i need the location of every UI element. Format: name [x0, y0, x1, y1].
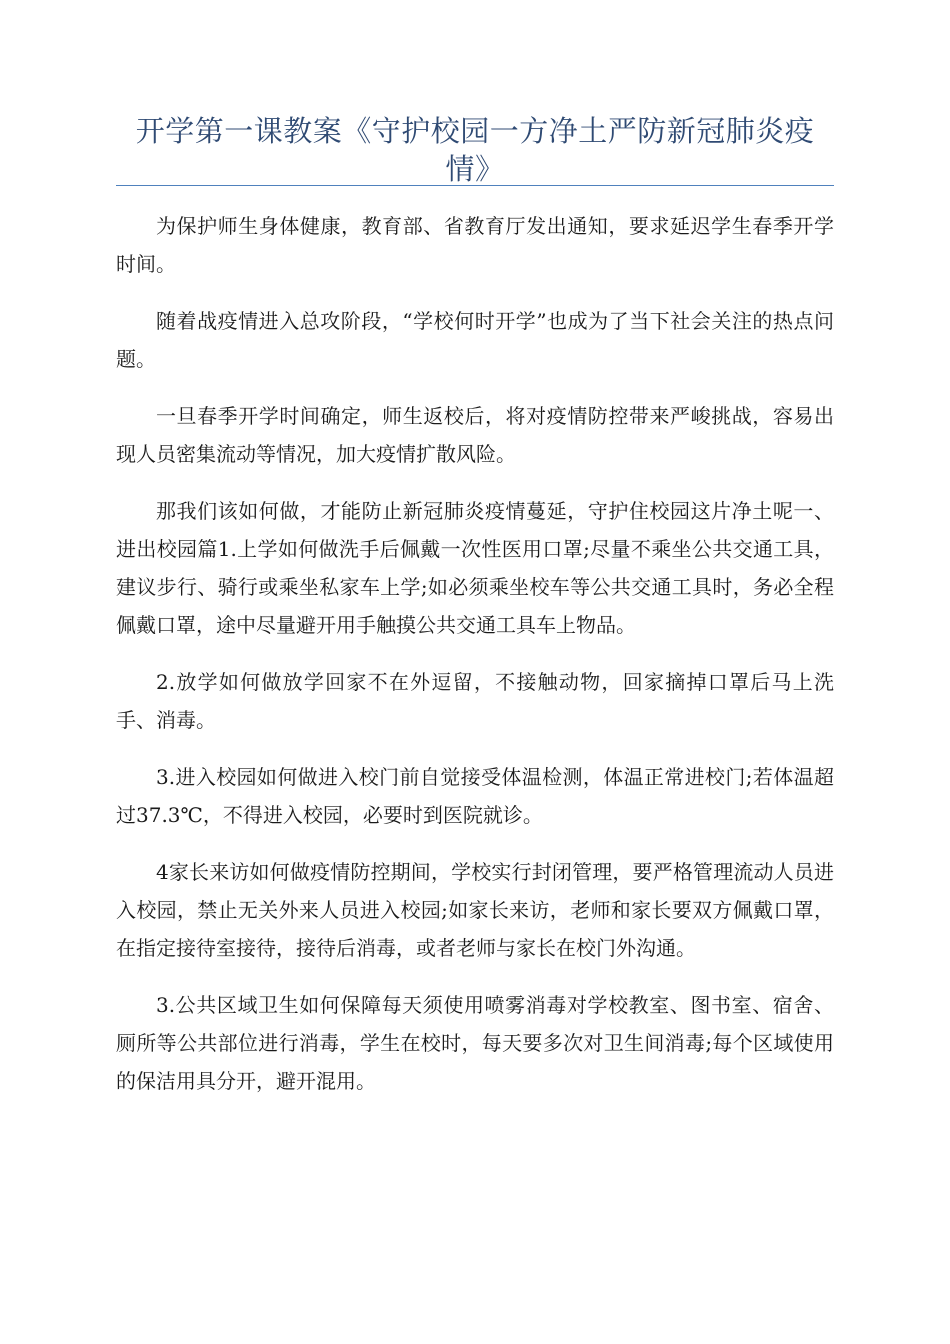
paragraph-1: 为保护师生身体健康，教育部、省教育厅发出通知，要求延迟学生春季开学时间。 — [116, 214, 834, 276]
document-body — [116, 207, 834, 1119]
document-title: 开学第一课教案《守护校园一方净土严防新冠肺炎疫情》 — [135, 114, 815, 186]
paragraph-5: 2.放学如何做放学回家不在外逗留，不接触动物，回家摘掉口罩后马上洗手、消毒。 — [116, 670, 834, 732]
paragraph-7: 4家长来访如何做疫情防控期间，学校实行封闭管理，要严格管理流动人员进入校园，禁止无关外来人员进入校园;如家长来访，老师和家长要双方佩戴口罩，在指定接待室接待，接待后消毒，或者老师与家长在校门外沟通。 — [116, 860, 834, 960]
title-underline — [116, 185, 834, 186]
paragraph-2: 随着战疫情进入总攻阶段，“学校何时开学”也成为了当下社会关注的热点问题。 — [116, 309, 834, 371]
paragraph-4: 那我们该如何做，才能防止新冠肺炎疫情蔓延，守护住校园这片净土呢一、进出校园篇1.上学如何做洗手后佩戴一次性医用口罩;尽量不乘坐公共交通工具，建议步行、骑行或乘坐私家车上学;如必须乘坐校车等公共交通工具时，务必全程佩戴口罩，途中尽量避开用手触摸公共交通工具车上物品。 — [116, 499, 834, 637]
paragraph-6: 3.进入校园如何做进入校门前自觉接受体温检测，体温正常进校门;若体温超过37.3℃，不得进入校园，必要时到医院就诊。 — [116, 765, 834, 827]
paragraph-3: 一旦春季开学时间确定，师生返校后，将对疫情防控带来严峻挑战，容易出现人员密集流动等情况，加大疫情扩散风险。 — [116, 404, 834, 466]
paragraph-8: 3.公共区域卫生如何保障每天须使用喷雾消毒对学校教室、图书室、宿舍、厕所等公共部位进行消毒，学生在校时，每天要多次对卫生间消毒;每个区域使用的保洁用具分开，避开混用。 — [116, 993, 834, 1093]
